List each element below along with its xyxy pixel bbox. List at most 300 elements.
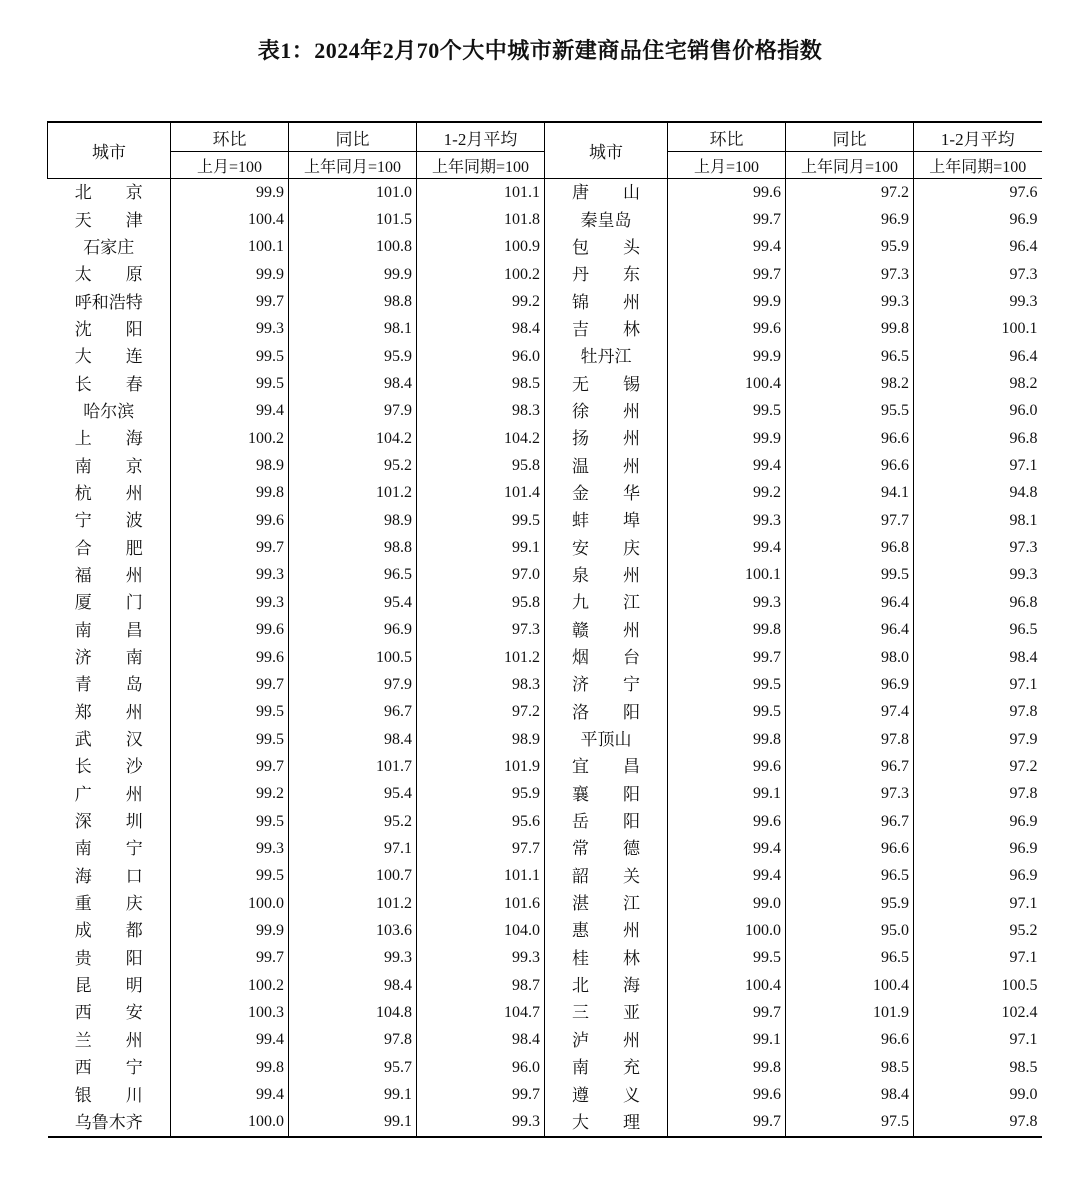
yoy-value-right: 96.5 [786, 343, 914, 370]
table-row [48, 917, 1042, 944]
header-yoy-base-right: 上年同月=100 [786, 152, 914, 179]
city-name-left: 石家庄 [83, 237, 135, 257]
mom-value-right: 99.7 [668, 1109, 786, 1137]
mom-value-right: 100.1 [668, 562, 786, 589]
yoy-value-right: 97.4 [786, 699, 914, 726]
mom-value-right: 99.8 [668, 726, 786, 753]
city-name-right: 洛 阳 [545, 699, 668, 726]
mom-value-left: 99.7 [171, 534, 289, 561]
yoy-value-left: 99.3 [289, 945, 417, 972]
yoy-value-right: 94.1 [786, 480, 914, 507]
city-name-left: 成 都 [74, 921, 143, 941]
city-name-right: 丹 东 [545, 261, 668, 288]
header-avg-left: 1-2月平均 [417, 122, 545, 152]
mom-value-left: 99.5 [171, 863, 289, 890]
avg-value-right: 97.8 [914, 1109, 1042, 1137]
avg-value-left: 99.3 [417, 945, 545, 972]
city-name-right: 桂 林 [545, 945, 668, 972]
yoy-value-right: 96.9 [786, 671, 914, 698]
yoy-value-right: 99.3 [786, 288, 914, 315]
mom-value-left: 98.9 [171, 452, 289, 479]
mom-value-left: 100.3 [171, 999, 289, 1026]
yoy-value-right: 95.5 [786, 398, 914, 425]
avg-value-right: 99.3 [914, 288, 1042, 315]
yoy-value-left: 95.7 [289, 1054, 417, 1081]
avg-value-right: 96.8 [914, 425, 1042, 452]
table-row [48, 562, 1042, 589]
avg-value-left: 101.1 [417, 179, 545, 207]
table-row [48, 726, 1042, 753]
city-name-right: 九 江 [545, 589, 668, 616]
yoy-value-left: 99.1 [289, 1081, 417, 1108]
avg-value-right: 99.3 [914, 562, 1042, 589]
city-name-right: 唐 山 [545, 179, 668, 207]
avg-value-right: 94.8 [914, 480, 1042, 507]
table-row [48, 234, 1042, 261]
city-name-left: 银 川 [74, 1085, 143, 1105]
avg-value-right: 96.9 [914, 863, 1042, 890]
yoy-value-right: 95.0 [786, 917, 914, 944]
avg-value-right: 100.1 [914, 316, 1042, 343]
yoy-value-left: 98.4 [289, 726, 417, 753]
yoy-value-left: 97.1 [289, 835, 417, 862]
avg-value-right: 97.8 [914, 781, 1042, 808]
yoy-value-left: 96.7 [289, 699, 417, 726]
table-row [48, 370, 1042, 397]
table-row [48, 179, 1042, 207]
mom-value-left: 99.9 [171, 917, 289, 944]
avg-value-right: 96.4 [914, 343, 1042, 370]
table-row [48, 316, 1042, 343]
avg-value-right: 97.1 [914, 890, 1042, 917]
mom-value-left: 99.9 [171, 261, 289, 288]
avg-value-right: 97.1 [914, 452, 1042, 479]
city-name-left: 天 津 [74, 210, 143, 230]
avg-value-right: 97.3 [914, 261, 1042, 288]
avg-value-left: 97.2 [417, 699, 545, 726]
header-avg-base-left: 上年同期=100 [417, 152, 545, 179]
yoy-value-left: 101.0 [289, 179, 417, 207]
city-name-left: 大 连 [74, 347, 143, 367]
avg-value-right: 102.4 [914, 999, 1042, 1026]
avg-value-left: 104.0 [417, 917, 545, 944]
city-name-right: 烟 台 [545, 644, 668, 671]
avg-value-left: 98.7 [417, 972, 545, 999]
mom-value-right: 99.4 [668, 835, 786, 862]
city-name-right: 吉 林 [545, 316, 668, 343]
mom-value-right: 99.8 [668, 1054, 786, 1081]
city-name-left: 乌鲁木齐 [48, 1109, 171, 1137]
mom-value-left: 100.4 [171, 206, 289, 233]
mom-value-left: 99.5 [171, 343, 289, 370]
avg-value-right: 98.5 [914, 1054, 1042, 1081]
avg-value-left: 95.8 [417, 589, 545, 616]
table-row [48, 945, 1042, 972]
mom-value-left: 99.7 [171, 671, 289, 698]
city-name-right: 宜 昌 [545, 753, 668, 780]
avg-value-left: 95.8 [417, 452, 545, 479]
mom-value-right: 100.4 [668, 370, 786, 397]
yoy-value-right: 96.7 [786, 753, 914, 780]
yoy-value-right: 96.6 [786, 1027, 914, 1054]
avg-value-left: 99.7 [417, 1081, 545, 1108]
mom-value-left: 99.3 [171, 835, 289, 862]
city-name-right: 徐 州 [545, 398, 668, 425]
yoy-value-left: 104.8 [289, 999, 417, 1026]
city-name-left: 合 肥 [74, 538, 143, 558]
mom-value-right: 99.7 [668, 644, 786, 671]
avg-value-right: 96.9 [914, 808, 1042, 835]
mom-value-left: 99.5 [171, 370, 289, 397]
yoy-value-right: 96.4 [786, 617, 914, 644]
city-name-left: 深 圳 [74, 812, 143, 832]
avg-value-right: 96.5 [914, 617, 1042, 644]
yoy-value-left: 95.2 [289, 808, 417, 835]
avg-value-left: 104.2 [417, 425, 545, 452]
city-name-right: 无 锡 [545, 370, 668, 397]
yoy-value-left: 103.6 [289, 917, 417, 944]
yoy-value-right: 96.4 [786, 589, 914, 616]
mom-value-left: 99.7 [171, 945, 289, 972]
mom-value-left: 99.4 [171, 1081, 289, 1108]
city-name-right: 平顶山 [545, 726, 668, 753]
city-name-left: 杭 州 [74, 483, 143, 503]
yoy-value-right: 101.9 [786, 999, 914, 1026]
yoy-value-right: 99.8 [786, 316, 914, 343]
avg-value-left: 101.2 [417, 644, 545, 671]
avg-value-left: 100.9 [417, 234, 545, 261]
mom-value-left: 99.6 [171, 507, 289, 534]
city-name-right: 南 充 [545, 1054, 668, 1081]
mom-value-right: 99.4 [668, 863, 786, 890]
mom-value-right: 99.9 [668, 343, 786, 370]
city-name-left: 昆 明 [74, 976, 143, 996]
city-name-left: 长 春 [74, 374, 143, 394]
yoy-value-right: 96.6 [786, 425, 914, 452]
avg-value-right: 98.4 [914, 644, 1042, 671]
mom-value-right: 99.0 [668, 890, 786, 917]
avg-value-left: 99.2 [417, 288, 545, 315]
table-row [48, 425, 1042, 452]
mom-value-left: 99.5 [171, 726, 289, 753]
yoy-value-right: 100.4 [786, 972, 914, 999]
avg-value-left: 99.5 [417, 507, 545, 534]
avg-value-left: 95.6 [417, 808, 545, 835]
header-avg-right: 1-2月平均 [914, 122, 1042, 152]
mom-value-right: 99.6 [668, 1081, 786, 1108]
city-name-right: 泸 州 [545, 1027, 668, 1054]
avg-value-left: 96.0 [417, 343, 545, 370]
table-row [48, 617, 1042, 644]
city-name-left: 广 州 [74, 784, 143, 804]
mom-value-left: 99.3 [171, 316, 289, 343]
header-yoy-base-left: 上年同月=100 [289, 152, 417, 179]
header-mom-left: 环比 [171, 122, 289, 152]
yoy-value-left: 100.8 [289, 234, 417, 261]
city-name-right: 大 理 [545, 1109, 668, 1137]
mom-value-left: 99.8 [171, 1054, 289, 1081]
city-name-left: 济 南 [74, 648, 143, 668]
city-name-left: 沈 阳 [74, 319, 143, 339]
header-mom-base-right: 上月=100 [668, 152, 786, 179]
mom-value-left: 99.3 [171, 562, 289, 589]
yoy-value-left: 101.5 [289, 206, 417, 233]
city-name-right: 济 宁 [545, 671, 668, 698]
table-row [48, 452, 1042, 479]
avg-value-left: 100.2 [417, 261, 545, 288]
city-name-left: 南 京 [74, 456, 143, 476]
mom-value-right: 99.6 [668, 179, 786, 207]
mom-value-left: 100.2 [171, 972, 289, 999]
mom-value-right: 99.1 [668, 781, 786, 808]
city-name-right: 安 庆 [545, 534, 668, 561]
yoy-value-left: 99.9 [289, 261, 417, 288]
avg-value-right: 99.0 [914, 1081, 1042, 1108]
city-name-left: 青 岛 [74, 675, 143, 695]
city-name-right: 三 亚 [545, 999, 668, 1026]
avg-value-right: 96.0 [914, 398, 1042, 425]
city-name-left: 福 州 [74, 565, 143, 585]
table-row [48, 835, 1042, 862]
yoy-value-left: 97.9 [289, 671, 417, 698]
mom-value-right: 99.7 [668, 206, 786, 233]
yoy-value-right: 96.9 [786, 206, 914, 233]
mom-value-left: 99.7 [171, 753, 289, 780]
table-row [48, 808, 1042, 835]
mom-value-right: 99.4 [668, 534, 786, 561]
table-row [48, 261, 1042, 288]
table-row [48, 343, 1042, 370]
yoy-value-right: 96.8 [786, 534, 914, 561]
avg-value-left: 98.9 [417, 726, 545, 753]
table-row [48, 398, 1042, 425]
avg-value-right: 97.9 [914, 726, 1042, 753]
table-row [48, 534, 1042, 561]
table-row [48, 699, 1042, 726]
yoy-value-left: 95.4 [289, 781, 417, 808]
mom-value-right: 99.8 [668, 617, 786, 644]
avg-value-left: 97.3 [417, 617, 545, 644]
yoy-value-left: 97.8 [289, 1027, 417, 1054]
avg-value-left: 99.1 [417, 534, 545, 561]
yoy-value-right: 96.5 [786, 945, 914, 972]
city-name-left: 西 安 [74, 1003, 143, 1023]
city-name-right: 温 州 [545, 452, 668, 479]
mom-value-left: 99.5 [171, 808, 289, 835]
mom-value-right: 100.0 [668, 917, 786, 944]
yoy-value-left: 96.5 [289, 562, 417, 589]
mom-value-right: 99.2 [668, 480, 786, 507]
mom-value-left: 99.8 [171, 480, 289, 507]
yoy-value-right: 96.6 [786, 452, 914, 479]
yoy-value-right: 97.3 [786, 261, 914, 288]
city-name-left: 兰 州 [74, 1030, 143, 1050]
table-row [48, 480, 1042, 507]
avg-value-left: 98.4 [417, 316, 545, 343]
yoy-value-right: 97.3 [786, 781, 914, 808]
avg-value-left: 101.1 [417, 863, 545, 890]
mom-value-right: 99.6 [668, 808, 786, 835]
yoy-value-left: 97.9 [289, 398, 417, 425]
mom-value-left: 99.3 [171, 589, 289, 616]
city-name-left: 长 沙 [74, 757, 143, 777]
city-name-left: 太 原 [74, 265, 143, 285]
avg-value-right: 97.8 [914, 699, 1042, 726]
yoy-value-left: 100.5 [289, 644, 417, 671]
avg-value-left: 98.3 [417, 671, 545, 698]
table-row [48, 999, 1042, 1026]
table-row [48, 507, 1042, 534]
avg-value-left: 95.9 [417, 781, 545, 808]
yoy-value-left: 98.8 [289, 534, 417, 561]
avg-value-left: 96.0 [417, 1054, 545, 1081]
avg-value-right: 96.4 [914, 234, 1042, 261]
avg-value-left: 98.3 [417, 398, 545, 425]
table-row [48, 863, 1042, 890]
table-row [48, 890, 1042, 917]
header-mom-right: 环比 [668, 122, 786, 152]
city-name-left: 厦 门 [74, 593, 143, 613]
yoy-value-left: 98.4 [289, 370, 417, 397]
avg-value-left: 98.5 [417, 370, 545, 397]
city-name-left: 上 海 [74, 429, 143, 449]
avg-value-right: 97.1 [914, 1027, 1042, 1054]
city-name-right: 蚌 埠 [545, 507, 668, 534]
yoy-value-left: 104.2 [289, 425, 417, 452]
price-index-table [47, 121, 1042, 1138]
table-row [48, 589, 1042, 616]
avg-value-left: 101.6 [417, 890, 545, 917]
city-name-right: 北 海 [545, 972, 668, 999]
avg-value-left: 101.4 [417, 480, 545, 507]
table-row [48, 781, 1042, 808]
avg-value-right: 97.3 [914, 534, 1042, 561]
mom-value-left: 99.6 [171, 644, 289, 671]
mom-value-left: 100.0 [171, 890, 289, 917]
avg-value-right: 97.2 [914, 753, 1042, 780]
avg-value-right: 98.1 [914, 507, 1042, 534]
yoy-value-right: 99.5 [786, 562, 914, 589]
table-row [48, 753, 1042, 780]
table-row [48, 972, 1042, 999]
mom-value-right: 99.3 [668, 507, 786, 534]
avg-value-right: 96.9 [914, 206, 1042, 233]
mom-value-right: 99.4 [668, 234, 786, 261]
city-name-left: 北 京 [74, 183, 143, 203]
mom-value-right: 99.5 [668, 398, 786, 425]
table-row [48, 206, 1042, 233]
mom-value-right: 99.5 [668, 945, 786, 972]
city-name-right: 扬 州 [545, 425, 668, 452]
mom-value-right: 99.9 [668, 425, 786, 452]
mom-value-left: 99.9 [171, 179, 289, 207]
avg-value-left: 101.9 [417, 753, 545, 780]
table-row [48, 1109, 1042, 1137]
yoy-value-left: 98.8 [289, 288, 417, 315]
header-avg-base-right: 上年同期=100 [914, 152, 1042, 179]
yoy-value-left: 95.2 [289, 452, 417, 479]
avg-value-left: 99.3 [417, 1109, 545, 1137]
city-name-right: 锦 州 [545, 288, 668, 315]
mom-value-right: 99.9 [668, 288, 786, 315]
avg-value-left: 97.7 [417, 835, 545, 862]
header-city-left: 城市 [48, 122, 171, 179]
avg-value-right: 97.1 [914, 671, 1042, 698]
city-name-left: 重 庆 [74, 894, 143, 914]
mom-value-left: 99.4 [171, 1027, 289, 1054]
table-row [48, 644, 1042, 671]
avg-value-left: 101.8 [417, 206, 545, 233]
city-name-left: 南 宁 [74, 839, 143, 859]
yoy-value-left: 98.4 [289, 972, 417, 999]
mom-value-right: 99.6 [668, 316, 786, 343]
city-name-right: 包 头 [545, 234, 668, 261]
mom-value-right: 99.3 [668, 589, 786, 616]
mom-value-left: 99.2 [171, 781, 289, 808]
city-name-right: 湛 江 [545, 890, 668, 917]
yoy-value-left: 98.1 [289, 316, 417, 343]
yoy-value-right: 97.2 [786, 179, 914, 207]
city-name-right: 岳 阳 [545, 808, 668, 835]
table-row [48, 1027, 1042, 1054]
mom-value-left: 99.4 [171, 398, 289, 425]
avg-value-right: 97.6 [914, 179, 1042, 207]
mom-value-left: 100.2 [171, 425, 289, 452]
yoy-value-left: 101.2 [289, 480, 417, 507]
city-name-left: 武 汉 [74, 730, 143, 750]
yoy-value-right: 98.2 [786, 370, 914, 397]
city-name-left: 海 口 [74, 866, 143, 886]
header-yoy-left: 同比 [289, 122, 417, 152]
yoy-value-right: 97.8 [786, 726, 914, 753]
city-name-right: 赣 州 [545, 617, 668, 644]
header-city-right: 城市 [545, 122, 668, 179]
city-name-right: 常 德 [545, 835, 668, 862]
city-name-left: 南 昌 [74, 620, 143, 640]
yoy-value-right: 97.5 [786, 1109, 914, 1137]
yoy-value-right: 95.9 [786, 234, 914, 261]
table-title: 表1：2024年2月70个大中城市新建商品住宅销售价格指数 [257, 38, 823, 63]
header-yoy-right: 同比 [786, 122, 914, 152]
city-name-right: 遵 义 [545, 1081, 668, 1108]
city-name-left: 郑 州 [74, 702, 143, 722]
table-row [48, 1081, 1042, 1108]
city-name-right: 襄 阳 [545, 781, 668, 808]
yoy-value-right: 95.9 [786, 890, 914, 917]
avg-value-left: 97.0 [417, 562, 545, 589]
mom-value-right: 99.6 [668, 753, 786, 780]
avg-value-right: 97.1 [914, 945, 1042, 972]
avg-value-left: 98.4 [417, 1027, 545, 1054]
table-row [48, 288, 1042, 315]
avg-value-right: 98.2 [914, 370, 1042, 397]
city-name-right: 秦皇岛 [545, 206, 668, 233]
yoy-value-left: 95.9 [289, 343, 417, 370]
city-name-right: 牡丹江 [545, 343, 668, 370]
city-name-right: 韶 关 [545, 863, 668, 890]
yoy-value-left: 101.2 [289, 890, 417, 917]
mom-value-right: 100.4 [668, 972, 786, 999]
yoy-value-right: 98.4 [786, 1081, 914, 1108]
avg-value-right: 96.8 [914, 589, 1042, 616]
mom-value-right: 99.7 [668, 999, 786, 1026]
mom-value-right: 99.5 [668, 671, 786, 698]
yoy-value-left: 98.9 [289, 507, 417, 534]
mom-value-right: 99.7 [668, 261, 786, 288]
mom-value-right: 99.1 [668, 1027, 786, 1054]
mom-value-left: 100.1 [171, 234, 289, 261]
yoy-value-left: 99.1 [289, 1109, 417, 1137]
